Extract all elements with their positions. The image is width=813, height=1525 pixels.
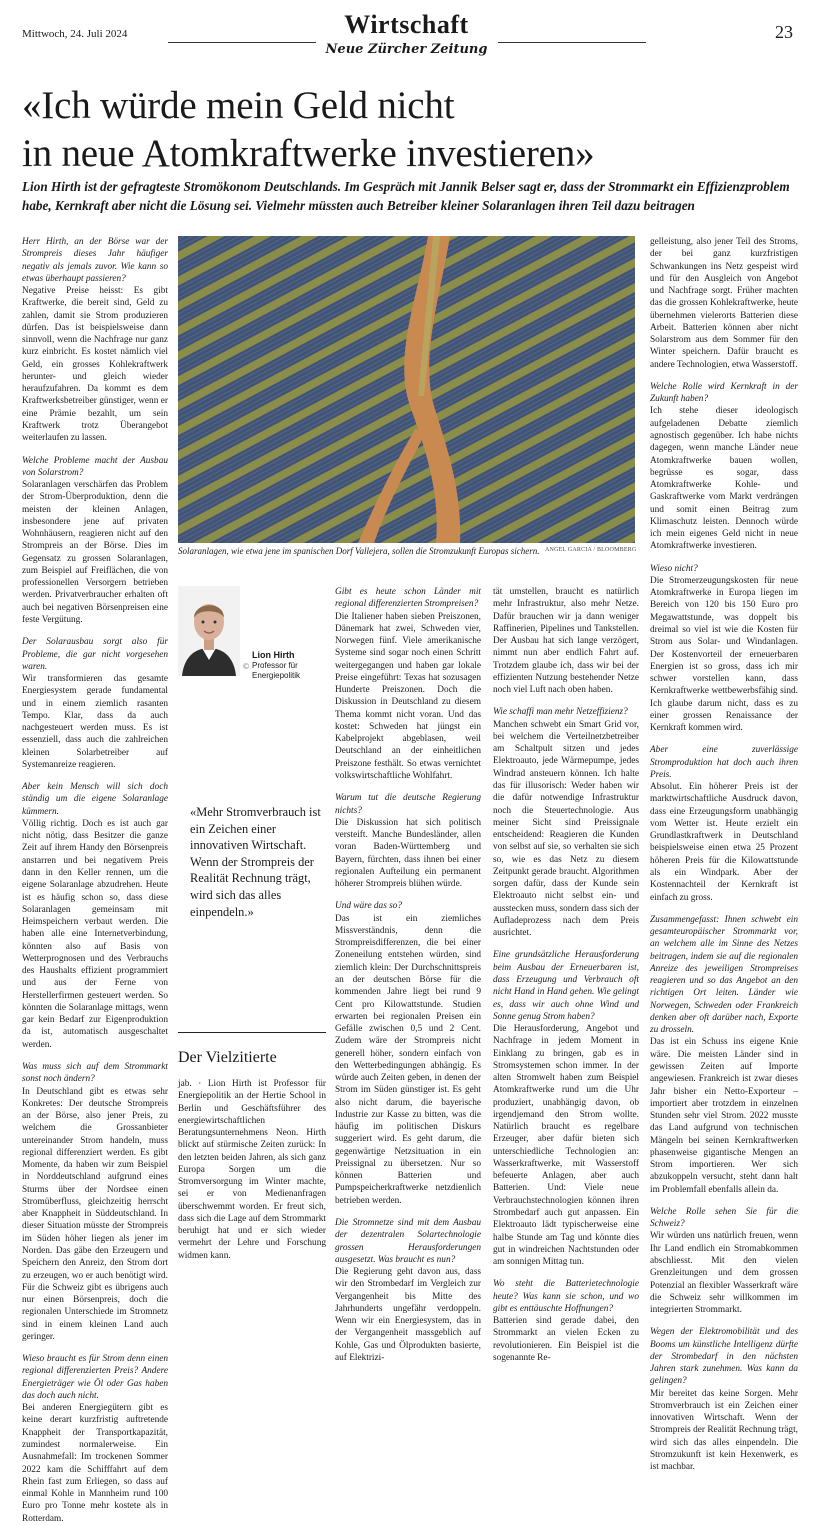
interview-answer: gelleistung, also jener Teil des Stroms, der bei ganz kurzfristigen Schwankungen ins Netz gespeist wird und für den Ausgleich von Angebot und Nachfrage sorgt. Früher machten das die grossen Kohlekraftwerke, heute übernehmen vielerorts Batterien diese Arbeit. Batterien können aber nicht Solarstrom aus dem Sommer für den Winter speichern. Dafür braucht es andere Technologien, etwa Wasserstoff. — [650, 237, 798, 370]
interview-question: Aber eine zuverlässige Stromproduktion hat doch auch ihren Preis. — [650, 745, 798, 780]
interview-answer: In Deutschland gibt es etwas sehr Konkretes: Der deutsche Strompreis an der Börse, also jener Preis, zu welchem die Grossanbieter untereinander Strom handeln, muss regional differenziert werden. Es gibt Momente, da haben wir zum Beispiel in Norddeutschland aufgrund eines Sturms über der Nordsee einen Stromüberfluss, gleichzeitig herrscht aber Knappheit in Süddeutschland. In dieser Situation müsste der Strompreis im Süden höher liegen als jener im Norden. Das gäbe den Erzeugern und Speichern den Anreiz, den Strom dort zu erzeugen, wo er auch benötigt wird. Für die Schweiz gibt es übrigens auch nur einen Börsenpreis, doch die regionalen Unterschiede im Stromnetz sind in einem kleinen Land auch geringer. — [22, 1086, 168, 1342]
newspaper-name: Neue Zürcher Zeitung — [325, 42, 488, 57]
qa-block — [335, 1217, 481, 1364]
interview-answer: Die Regierung geht davon aus, dass wir den Strombedarf im Vergleich zur Vergangenheit bis Mitte des Jahrhunderts ungefähr verdoppeln. Wenn wir ein Energiesystem, das in der Vergangenheit massgeblich auf Kohle, Gas und Ölprodukten basierte, auf Elektrizi- — [335, 1267, 481, 1363]
interview-question: Gibt es heute schon Länder mit regional differenzierten Strompreisen? — [335, 587, 481, 610]
interview-question: Wegen der Elektromobilität und des Booms um künstliche Intelligenz dürfte der Strombedarf in den nächsten Jahren stark zunehmen. Was kann da gelingen? — [650, 1327, 798, 1387]
article-column-2 — [335, 586, 481, 1363]
interview-question: Wieso braucht es für Strom denn einen regional differenzierten Preis? Andere Energieträger wie Öl oder Gas haben das doch auch nicht. — [22, 1354, 168, 1401]
portrait-photo — [178, 586, 240, 676]
interview-answer: Wir transformieren das gesamte Energiesystem gerade fundamental und in einem ziemlich rasanten Tempo. Klar, dass da auch nachgesteuert werden muss. Es ist essenziell, dass auch die zahlreichen kleinen Solarbetreiber auf Systemanreize reagieren. — [22, 674, 168, 770]
interview-answer: Manchen schwebt ein Smart Grid vor, bei welchem die Verteilnetzbetreiber am Schaltpult sitzen und jedes Elektroauto, jede Wärmepumpe, jedes Windrad ansteuern können. Ich halte das für illusorisch: Weder haben wir die dafür notwendige Infrastruktur noch die Steuertechnologie. Aus meiner Sicht sind Preissignale entscheidend: Reagieren die Kunden von selbst auf sie, so verhalten sie sich so, wie es das Netz zu diesem Zeitpunkt gerade braucht. Algorithmen sorgen dafür, dass der Kunde sein Elektroauto nicht selbst ein- und ausstecken muss, sondern dass sich der Aufladeprozess nach dem Preis ausrichtet. — [493, 719, 639, 939]
qa-block — [650, 744, 798, 903]
qa-block — [650, 381, 798, 553]
interview-question: Wo steht die Batterietechnologie heute? Was kann sie schon, und wo gibt es enttäuschte Hoffnungen? — [493, 1279, 639, 1314]
interview-answer: Die Diskussion hat sich politisch versteift. Manche Bundesländer, allen voran Baden-Württemberg und Bayern, fürchten, dass ihnen bei einer regionalen Aufteilung ein permanent höherer Strompreis blühen würde. — [335, 817, 481, 890]
qa-block — [335, 900, 481, 1207]
qa-block — [22, 1353, 168, 1525]
interview-question: Wieso nicht? — [650, 563, 698, 574]
interview-answer: Wir würden uns natürlich freuen, wenn Ihr Land endlich ein Stromabkommen abschliesst. Mit den vielen Grenzleitungen und dem grossen Potenzial an flexibler Wasserkraft wäre die Schweiz sehr willkommen im integrierten Strommarkt. — [650, 1231, 798, 1316]
qa-block — [493, 586, 639, 696]
photo-credit: ANGEL GARCIA / BLOOMBERG — [545, 547, 637, 553]
interview-question: Eine grundsätzliche Herausforderung beim Ausbau der Erneuerbaren ist, dass Erzeugung und Verbrauch oft nicht Hand in Hand gehen. Wie gelingt es, dass wir auch ohne Wind und Sonne genug Strom haben? — [493, 950, 639, 1022]
interview-question: Welche Probleme macht der Ausbau von Solarstrom? — [22, 455, 168, 478]
pull-quote: «Mehr Stromverbrauch ist ein Zeichen einer innovativen Wirtschaft. Wenn der Strompreis der Realität Rechnung trägt, wird sich das alles einpendeln.» — [190, 805, 321, 919]
interview-question: Und wäre das so? — [335, 901, 403, 912]
qa-block — [650, 1206, 798, 1316]
qa-block — [650, 563, 798, 735]
qa-block — [493, 1278, 639, 1364]
page-number: 23 — [775, 22, 793, 42]
interview-answer: Das ist ein ziemliches Missverständnis, denn die Strompreisdifferenzen, die bei einer Zoneneilung entstehen würden, sind ziemlich klein: Der Durchschnittspreis an der deutschen Börse für die kommenden Jahre liegt bei rund 9 Cent pro Kilowattstunde. Studien erwarten bei regionalen Preisen ein Gefälle zwischen 0,5 und 2 Cent. Zudem wäre der Strompreis nicht generell höher, sondern einfach von den Wetterbedingungen abhängig. Es würde auch Zeiten geben, in denen der Strom im Süden günstiger ist. Es geht also nicht darum, die bayerische Industrie zur Kasse zu bitten, was die häufig im politischen Diskurs suggeriert wird. Es geht darum, die gegenwärtige Netzsituation in ein Preissignal zu übersetzen. Nur so können Batterien und Pumpspeicherkraftwerke netzdienlich betrieben werden. — [335, 913, 481, 1206]
portrait-role: Professor für Energiepolitik — [252, 661, 301, 680]
portrait-name: Lion Hirth — [252, 650, 295, 660]
qa-block — [493, 949, 639, 1268]
copyright-icon: © — [243, 662, 250, 671]
qa-block — [22, 781, 168, 1051]
article-column-4 — [650, 236, 798, 1473]
interview-answer: Die Herausforderung, Angebot und Nachfrage in jedem Moment in Einklang zu bringen, gab es in Stromsystemen schon immer. In der alten Stromwelt haben zum Beispiel Atomkraftwerke rund um die Uhr produziert, unabhängig davon, ob irgendjemand den Strom wollte. Natürlich braucht es regelbare Erzeuger, aber dafür bieten sich unterschiedliche Technologien an: Wasserkraftwerke, mit Wasserstoff befeuerte Anlagen, aber auch Batterien. Und: Viele neue Verbrauchstechnologien können ihren Strombedarf auch gut anpassen. Ein Elektroauto lädt typischerweise eine halbe Stunde am Tag und könnte dies gut in windreichen Nachtstunden oder am sonnigen Mittag tun. — [493, 1024, 639, 1268]
interview-question: Wie schaffi man mehr Netzeffizienz? — [493, 707, 628, 718]
qa-block — [22, 455, 168, 627]
interview-question: Die Stromnetze sind mit dem Ausbau der dezentralen Solartechnologie grossen Herausforderungen ausgesetzt. Was braucht es nun? — [335, 1218, 481, 1265]
headline — [22, 82, 802, 178]
interview-answer: Ich stehe dieser ideologisch aufgeladenen Debatte ziemlich agnostisch gegenüber. Ich habe nichts dagegen, wenn manche Länder neue Atomkraftwerke bauen wollen, begrüsse es sogar, dass Atomkraftwerke Kohle- und Gaskraftwerke vom Markt verdrängen und somit einen Beitrag zum Klimaschutz leisten. Dennoch würde ich mein eigenes Geld nicht in neue Atomkraftwerke investieren. — [650, 406, 798, 552]
interview-answer: Mir bereitet das keine Sorgen. Mehr Stromverbrauch ist ein Zeichen einer innovativen Wirtschaft. Wenn der Strompreis der Realität Rechnung trägt, wird sich das alles einpendeln. Die Stromzukunft ist kein Hexenwerk, es ist machbar. — [650, 1388, 798, 1473]
interview-answer: Solaranlagen verschärfen das Problem der Strom-Überproduktion, denn die meisten der kleinen Anlagen, insbesondere jene auf privaten Wohnhäusern, reagieren nicht auf den Strompreis an der Börse. Dies im Gegensatz zu grossen Solaranlagen, zum Beispiel auf Freiflächen, die von professionellen Versorgern betrieben werden. Privatverbraucher erhalten oft auch bei negativen Börsenpreisen eine feste Vergütung. — [22, 480, 168, 625]
solar-field-photo — [178, 236, 635, 543]
qa-block — [22, 636, 168, 771]
interview-answer: Batterien sind gerade dabei, den Strommarkt an vielen Ecken zu revolutionieren. Ein Beispiel ist die sogenannte Re- — [493, 1316, 639, 1363]
interview-question: Welche Rolle sehen Sie für die Schweiz? — [650, 1206, 798, 1230]
interview-question: Zusammengefasst: Ihnen schwebt ein gesamteuropäischer Strommarkt vor, an welchem alle im Sinne des Netzes beitragen, indem sie auf die regionalen Anreize des jeweiligen Strompreises reagieren und so das Angebot an den richtigen Ort leiten. Länder wie Norwegen, Schweden oder Frankreich denken aber oft darüber nach, Exporte zu drosseln. — [650, 914, 798, 1036]
interview-answer: Bei anderen Energiegütern gibt es keine derart kurzfristig auftretende Knappheit der Transportkapazität, zumindest normalerweise. Ein Ausnahmefall: Im trockenen Sommer 2022 kam die Schifffahrt auf dem Rhein fast zum Erliegen, so dass auf einmal Kohle in Mannheim rund 100 Euro pro Tonne mehr kostete als in Rotterdam. — [22, 1403, 168, 1524]
qa-block — [650, 914, 798, 1196]
info-box-text: jab. · Lion Hirth ist Professor für Energiepolitik an der Hertie School in Berlin und Geschäftsführer des energiewirtschaftlichen Beratungsunternehmens Neon. Hirth blickt auf stürmische Zeiten zurück: In den letzten beiden Jahren, als sich ganz Europa Sorgen um die Stromversorgung im Winter machte, sei er von Medienanfragen überschwemmt worden. Er freut sich, dass sich die Lage auf dem Strommarkt beruhigt hat und er sich wieder vermehrt der Lehre und Forschung widmen kann. — [178, 1079, 326, 1261]
interview-answer: Negative Preise heisst: Es gibt Kraftwerke, die bereit sind, Geld zu zahlen, damit sie Strom produzieren dürfen. Das ist beispielsweise dann sinnvoll, wenn die Nachfrage nur ganz kurz einbricht. Es kostet nämlich viel Geld, ein grosses Kohlekraftwerk herunter- und gleich wieder heraufzufahren. Da kommt es dem Kraftwerksbetreiber günstiger, wenn er eine Prämie bezahlt, um sein Kraftwerk trotz Überangebot weiterlaufen zu lassen. — [22, 286, 168, 444]
photo-caption: Solaranlagen, wie etwa jene im spanischen Dorf Vallejera, sollen die Stromzukunft Europas sichern. — [178, 546, 540, 556]
section-title: Wirtschaft — [344, 10, 469, 39]
headline-line-2: in neue Atomkraftwerke investieren» — [22, 131, 595, 175]
interview-answer: Die Italiener haben sieben Preiszonen, Dänemark hat zwei, Schweden vier, Norwegen fünf. Viele amerikanische Systeme sind sogar noch einen Schritt weitergegangen und haben gar lokale Preise eingeführt: Texas hat sozusagen Hunderte Preiszonen. Doch die Diskussion in Deutschland zu diesem Thema kommt nicht voran. Und das kostet: Schweden hat jüngst ein Kabelprojekt abgeblasen, weil Deutschland an der einheitlichen Preiszone festhält. So etwas vernichtet volkswirtschaftliche Wohlfahrt. — [335, 611, 481, 781]
qa-block — [22, 1061, 168, 1343]
interview-answer: Das ist ein Schuss ins eigene Knie wäre. Die meisten Länder sind in gewissen Zeiten auf Importe angewiesen. Frankreich ist zwar dieses Jahr bisher ein Netto-Exporteur – importiert aber trotzdem in einzelnen Stunden sehr viel Strom. 2022 musste das Land aufgrund von technischen Mängeln bei seinen Kernkraftwerken phasenweise gigantische Mengen an Strom importieren. Wer sich abzukoppeln versucht, steht dann halt im Problemfall ebenfalls allein da. — [650, 1037, 798, 1195]
info-box-title: Der Vielzitierte — [178, 1049, 277, 1066]
qa-block — [650, 236, 798, 371]
interview-question: Was muss sich auf dem Strommarkt sonst noch ändern? — [22, 1062, 168, 1085]
headline-line-1: «Ich würde mein Geld nicht — [22, 84, 455, 127]
info-box-rule — [178, 1032, 326, 1033]
person-portrait-illustration — [178, 586, 240, 676]
article-lead: Lion Hirth ist der gefragteste Stromökonom Deutschlands. Im Gespräch mit Jannik Belser sagt er, dass der Strommarkt ein Effizienzproblem habe, Kernkraft aber nicht die Lösung sei. Vielmehr müssten auch Betreiber kleiner Solaranlagen ihren Teil dazu beitragen — [22, 179, 790, 213]
interview-answer: Völlig richtig. Doch es ist auch gar nicht nötig, dass Besitzer die ganze Zeit auf ihrem Handy den Börsenpreis anstarren und bei negativem Preis dann in den Keller rennen, um die eigene Solaranlage abzudrehen. Heute ist es häufig schon so, dass diese Solaranlagen gemeinsam mit Heimspeichern verbaut werden. Die haben alle eine Internetverbindung, könnten also auf Basis von Wetterprognosen und des Verbrauchs des Haushalts effizient programmiert und aus der Ferne von Herstellerfirmen gesteuert werden. So könnten die Solaranlage mittags, wenn gar kein Bedarf zur Eigenproduktion da ist, automatisch ausgeschaltet werden. — [22, 818, 168, 1050]
interview-answer: Die Stromerzeugungskosten für neue Atomkraftwerke in Europa liegen im Bereich von 120 bis 150 Euro pro Megawattstunde, was doppelt bis dreimal so viel ist wie die Kosten für Strom aus Solar- und Windanlagen. Der Kostenvorteil der erneuerbaren Energien ist so gross, dass ich mir schwer vorstellen kann, dass Kernkraftwerke wettbewerbsfähig sind. Ich glaube darum nicht, dass es zu einer grossen Renaissance der Kernkraft kommen wird. — [650, 575, 798, 734]
solar-field-illustration — [178, 236, 635, 543]
issue-date: Mittwoch, 24. Juli 2024 — [22, 28, 128, 40]
interview-answer: tät umstellen, braucht es natürlich mehr Infrastruktur, also mehr Netze. Dafür brauchen wir ja dann weniger Raffinerien, Pipelines und Tankstellen. Der Ausbau hat sich lange verzögert, nimmt nun aber endlich Fahrt auf. Trotzdem glaube ich, dass wir bei der effizienten Nutzung bestehender Netze noch viel Luft nach oben haben. — [493, 587, 639, 696]
qa-block — [650, 1326, 798, 1473]
interview-question: Welche Rolle wird Kernkraft in der Zukunft haben? — [650, 381, 798, 405]
interview-question: Herr Hirth, an der Börse war der Strompreis dieses Jahr häufiger negativ als jemals zuvor. Wie kann so etwas überhaupt passieren? — [22, 237, 168, 284]
qa-block — [335, 586, 481, 782]
interview-question: Warum tut die deutsche Regierung nichts? — [335, 793, 481, 816]
qa-block — [493, 706, 639, 939]
article-column-1 — [22, 236, 168, 1524]
qa-block — [22, 236, 168, 445]
interview-answer: Absolut. Ein höherer Preis ist der marktwirtschaftliche Ausdruck davon, dass eine Erzeugungsform unabhängig vom Wetter ist. Heute erzielt ein Grundlastkraftwerk in Deutschland beispielsweise einen etwa 25 Prozent höheren Preis für die Kilowattstunde als ein Windpark. Aber der Kostennachteil der Kernkraft ist einfach zu gross. — [650, 782, 798, 903]
qa-block — [335, 792, 481, 890]
article-column-3 — [493, 586, 639, 1363]
interview-question: Der Solarausbau sorgt also für Probleme, die gar nicht vorgesehen waren. — [22, 637, 168, 672]
interview-question: Aber kein Mensch will sich doch ständig um die eigene Solaranlage kümmern. — [22, 782, 168, 817]
